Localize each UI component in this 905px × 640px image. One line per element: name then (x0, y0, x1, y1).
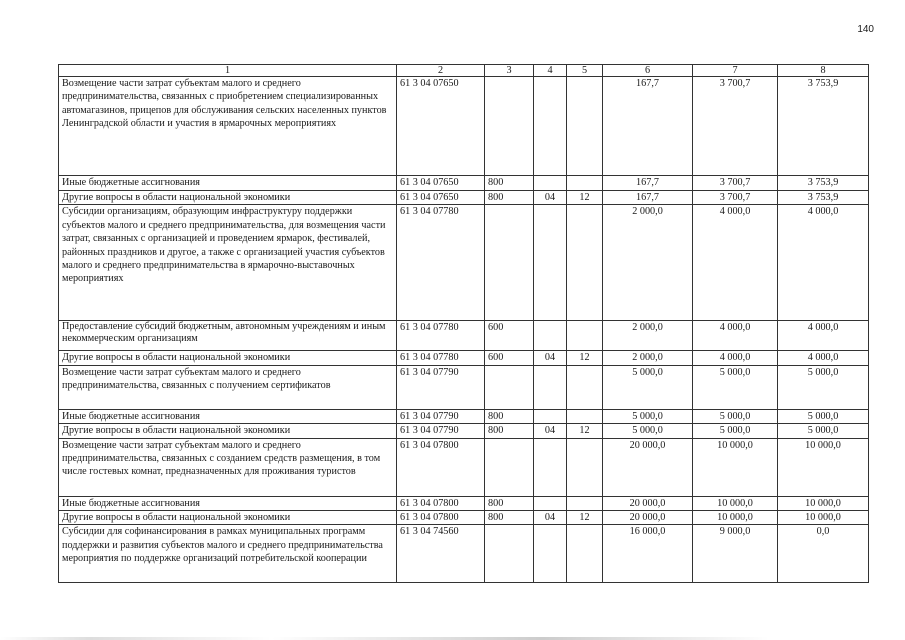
row-section-cell: 04 (534, 511, 567, 525)
row-subsection-cell: 12 (567, 424, 603, 438)
row-code-cell: 61 3 04 07790 (397, 409, 485, 423)
row-name-cell: Другие вопросы в области национальной экономики (59, 351, 397, 365)
row-name-cell: Субсидии организациям, образующим инфраструктуру поддержки субъектов малого и среднего предпринимательства, для возмещения части затрат, связанных с организацией и проведением ярмарок, фестивалей, районных праздников и другое, а также с организацией участия субъектов малого и среднего предпринимательства в ярмарочно-выставочных мероприятиях (59, 205, 397, 321)
row-name-cell: Возмещение части затрат субъектам малого и среднего предпринимательства, связанных с получением сертификатов (59, 365, 397, 409)
row-expense-type-cell: 600 (485, 321, 534, 351)
row-value-6-cell: 5 000,0 (603, 409, 693, 423)
row-value-8-cell: 10 000,0 (778, 496, 869, 510)
row-value-8-cell: 0,0 (778, 525, 869, 583)
header-cell: 3 (485, 65, 534, 77)
header-cell: 5 (567, 65, 603, 77)
row-code-cell: 61 3 04 07780 (397, 205, 485, 321)
row-value-8-cell: 3 753,9 (778, 191, 869, 205)
row-name-cell: Возмещение части затрат субъектам малого и среднего предпринимательства, связанных с созданием средств размещения, в том числе гостевых комнат, предназначенных для проживания туристов (59, 438, 397, 496)
row-section-cell (534, 409, 567, 423)
row-value-7-cell: 3 700,7 (693, 191, 778, 205)
row-subsection-cell: 12 (567, 191, 603, 205)
table-row (59, 176, 869, 191)
row-subsection-cell: 12 (567, 351, 603, 365)
row-expense-type-cell (485, 438, 534, 496)
row-expense-type-cell (485, 77, 534, 176)
row-name-cell: Другие вопросы в области национальной экономики (59, 424, 397, 438)
table-row (59, 321, 869, 351)
row-value-7-cell: 10 000,0 (693, 511, 778, 525)
header-cell: 6 (603, 65, 693, 77)
table-row (59, 77, 869, 176)
row-expense-type-cell (485, 205, 534, 321)
table-row (59, 438, 869, 496)
row-expense-type-cell: 800 (485, 191, 534, 205)
row-value-8-cell: 3 753,9 (778, 77, 869, 176)
row-value-6-cell: 167,7 (603, 191, 693, 205)
row-value-7-cell: 3 700,7 (693, 176, 778, 191)
row-subsection-cell (567, 205, 603, 321)
row-subsection-cell (567, 77, 603, 176)
page-number: 140 (857, 24, 874, 35)
row-section-cell (534, 321, 567, 351)
table-row (59, 365, 869, 409)
row-expense-type-cell: 800 (485, 409, 534, 423)
table-row (59, 351, 869, 365)
row-name-cell: Иные бюджетные ассигнования (59, 496, 397, 510)
row-value-6-cell: 20 000,0 (603, 496, 693, 510)
header-row (59, 65, 869, 77)
row-value-7-cell: 5 000,0 (693, 424, 778, 438)
row-code-cell: 61 3 04 07650 (397, 176, 485, 191)
row-value-8-cell: 4 000,0 (778, 351, 869, 365)
row-subsection-cell (567, 496, 603, 510)
table-row (59, 205, 869, 321)
row-section-cell: 04 (534, 424, 567, 438)
row-expense-type-cell: 800 (485, 176, 534, 191)
row-value-7-cell: 3 700,7 (693, 77, 778, 176)
header-cell: 4 (534, 65, 567, 77)
row-value-7-cell: 4 000,0 (693, 351, 778, 365)
row-value-7-cell: 9 000,0 (693, 525, 778, 583)
row-value-7-cell: 4 000,0 (693, 321, 778, 351)
row-section-cell (534, 205, 567, 321)
table-row (59, 191, 869, 205)
row-value-6-cell: 16 000,0 (603, 525, 693, 583)
row-section-cell (534, 77, 567, 176)
row-value-6-cell: 167,7 (603, 77, 693, 176)
row-value-8-cell: 3 753,9 (778, 176, 869, 191)
row-section-cell (534, 438, 567, 496)
header-cell: 2 (397, 65, 485, 77)
row-value-6-cell: 5 000,0 (603, 365, 693, 409)
row-expense-type-cell: 600 (485, 351, 534, 365)
table-row (59, 496, 869, 510)
header-cell: 8 (778, 65, 869, 77)
table-row (59, 525, 869, 583)
row-value-8-cell: 4 000,0 (778, 205, 869, 321)
row-name-cell: Другие вопросы в области национальной экономики (59, 511, 397, 525)
header-cell: 7 (693, 65, 778, 77)
row-value-6-cell: 20 000,0 (603, 511, 693, 525)
row-expense-type-cell (485, 525, 534, 583)
row-section-cell: 04 (534, 351, 567, 365)
row-value-7-cell: 5 000,0 (693, 409, 778, 423)
row-value-8-cell: 5 000,0 (778, 409, 869, 423)
row-code-cell: 61 3 04 07780 (397, 321, 485, 351)
row-subsection-cell (567, 525, 603, 583)
row-value-8-cell: 5 000,0 (778, 424, 869, 438)
row-subsection-cell (567, 438, 603, 496)
row-name-cell: Иные бюджетные ассигнования (59, 409, 397, 423)
row-section-cell (534, 365, 567, 409)
row-section-cell (534, 496, 567, 510)
row-value-8-cell: 10 000,0 (778, 511, 869, 525)
budget-table (58, 64, 869, 583)
table-row (59, 409, 869, 423)
row-name-cell: Иные бюджетные ассигнования (59, 176, 397, 191)
row-subsection-cell (567, 321, 603, 351)
row-subsection-cell (567, 176, 603, 191)
row-subsection-cell: 12 (567, 511, 603, 525)
row-value-6-cell: 5 000,0 (603, 424, 693, 438)
table-row (59, 424, 869, 438)
row-expense-type-cell: 800 (485, 424, 534, 438)
row-expense-type-cell: 800 (485, 511, 534, 525)
row-section-cell (534, 525, 567, 583)
row-code-cell: 61 3 04 07790 (397, 424, 485, 438)
row-value-8-cell: 5 000,0 (778, 365, 869, 409)
row-expense-type-cell: 800 (485, 496, 534, 510)
row-value-8-cell: 10 000,0 (778, 438, 869, 496)
row-code-cell: 61 3 04 07650 (397, 191, 485, 205)
row-value-8-cell: 4 000,0 (778, 321, 869, 351)
row-value-6-cell: 2 000,0 (603, 205, 693, 321)
row-section-cell: 04 (534, 191, 567, 205)
row-value-6-cell: 20 000,0 (603, 438, 693, 496)
row-code-cell: 61 3 04 07800 (397, 511, 485, 525)
row-value-6-cell: 2 000,0 (603, 351, 693, 365)
row-code-cell: 61 3 04 07650 (397, 77, 485, 176)
row-value-7-cell: 10 000,0 (693, 496, 778, 510)
row-name-cell: Предоставление субсидий бюджетным, автономным учреждениям и иным некоммерческим организациям (59, 321, 397, 351)
row-code-cell: 61 3 04 07800 (397, 438, 485, 496)
row-code-cell: 61 3 04 74560 (397, 525, 485, 583)
table-row (59, 511, 869, 525)
row-section-cell (534, 176, 567, 191)
row-subsection-cell (567, 365, 603, 409)
row-value-6-cell: 167,7 (603, 176, 693, 191)
row-value-6-cell: 2 000,0 (603, 321, 693, 351)
row-code-cell: 61 3 04 07780 (397, 351, 485, 365)
row-name-cell: Другие вопросы в области национальной экономики (59, 191, 397, 205)
row-expense-type-cell (485, 365, 534, 409)
row-name-cell: Субсидии для софинансирования в рамках муниципальных программ поддержки и развития субъектов малого и среднего предпринимательства мероприятия по поддержке организаций потребительской кооперации (59, 525, 397, 583)
row-subsection-cell (567, 409, 603, 423)
row-value-7-cell: 4 000,0 (693, 205, 778, 321)
row-name-cell: Возмещение части затрат субъектам малого и среднего предпринимательства, связанных с приобретением специализированных автомагазинов, прицепов для обслуживания сельских населенных пунктов Ленинградской области и участия в ярмарочных мероприятиях (59, 77, 397, 176)
header-cell: 1 (59, 65, 397, 77)
row-code-cell: 61 3 04 07800 (397, 496, 485, 510)
row-value-7-cell: 5 000,0 (693, 365, 778, 409)
row-value-7-cell: 10 000,0 (693, 438, 778, 496)
row-code-cell: 61 3 04 07790 (397, 365, 485, 409)
